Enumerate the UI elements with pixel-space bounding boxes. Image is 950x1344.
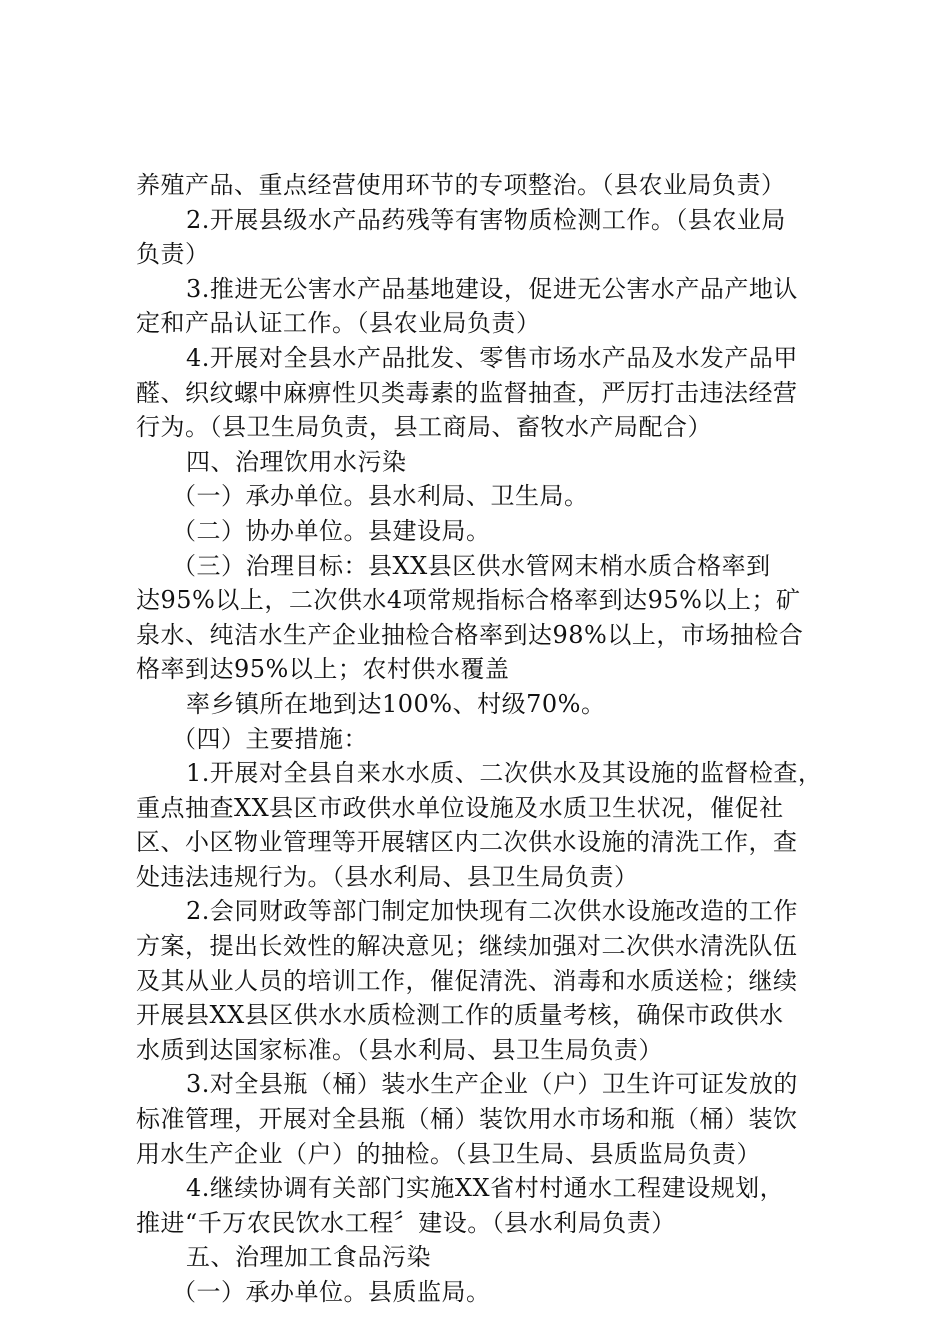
body-line: 定和产品认证工作。（县农业局负责） (136, 309, 541, 338)
body-line: 4.开展对全县水产品批发、零售市场水产品及水发产品甲 (186, 343, 798, 372)
body-line: 格率到达95%以上；农村供水覆盖 (136, 655, 510, 684)
body-line: 水质到达国家标准。（县水利局、县卫生局负责） (136, 1035, 663, 1064)
body-line: 4.继续协调有关部门实施XX省村村通水工程建设规划， (186, 1174, 785, 1203)
body-line: 3.推进无公害水产品基地建设，促进无公害水产品产地认 (186, 274, 798, 303)
body-line: 达95%以上，二次供水4项常规指标合格率到达95%以上；矿 (136, 586, 801, 615)
body-line: 1.开展对全县自来水水质、二次供水及其设施的监督检查， (186, 759, 823, 788)
body-line: 行为。（县卫生局负责，县工商局、畜牧水产局配合） (136, 413, 712, 442)
document-body (136, 168, 836, 1310)
body-line: 处违法违规行为。（县水利局、县卫生局负责） (136, 862, 639, 891)
body-line: （三）治理目标：县XX县区供水管网末梢水质合格率到 (172, 551, 771, 580)
body-line: 方案，提出长效性的解决意见；继续加强对二次供水清洗队伍 (136, 932, 798, 961)
body-line: （一）承办单位。县水利局、卫生局。 (172, 482, 589, 511)
body-line: （四）主要措施： (172, 724, 368, 753)
body-line: 2.会同财政等部门制定加快现有二次供水设施改造的工作 (186, 897, 798, 926)
body-line: 泉水、纯洁水生产企业抽检合格率到达98%以上，市场抽检合 (136, 620, 804, 649)
body-line: 用水生产企业（户）的抽检。（县卫生局、县质监局负责） (136, 1139, 761, 1168)
body-line: （二）协办单位。县建设局。 (172, 516, 491, 545)
body-line: 开展县XX县区供水水质检测工作的质量考核，确保市政供水 (136, 1001, 784, 1030)
body-line: （一）承办单位。县质监局。 (172, 1278, 491, 1306)
body-line: 率乡镇所在地到达100%、村级70%。 (186, 689, 606, 718)
body-line: 标准管理，开展对全县瓶（桶）装饮用水市场和瓶（桶）装饮 (136, 1105, 798, 1134)
body-line: 区、小区物业管理等开展辖区内二次供水设施的清洗工作，查 (136, 828, 798, 857)
body-line: 醛、织纹螺中麻痹性贝类毒素的监督抽查，严厉打击违法经营 (136, 378, 798, 407)
body-line: 重点抽查XX县区市政供水单位设施及水质卫生状况，催促社 (136, 793, 784, 822)
body-line: 推进“千万农民饮水工程〞建设。（县水利局负责） (136, 1208, 676, 1237)
section-heading: 四、治理饮用水污染 (186, 447, 407, 476)
body-line: 负责） (136, 240, 210, 269)
body-line: 养殖产品、重点经营使用环节的专项整治。（县农业局负责） (136, 171, 786, 199)
section-heading: 五、治理加工食品污染 (186, 1243, 431, 1272)
body-line: 3.对全县瓶（桶）装水生产企业（户）卫生许可证发放的 (186, 1070, 798, 1099)
body-line: 2.开展县级水产品药残等有害物质检测工作。（县农业局 (186, 205, 786, 234)
body-line: 及其从业人员的培训工作，催促清洗、消毒和水质送检；继续 (136, 966, 798, 995)
